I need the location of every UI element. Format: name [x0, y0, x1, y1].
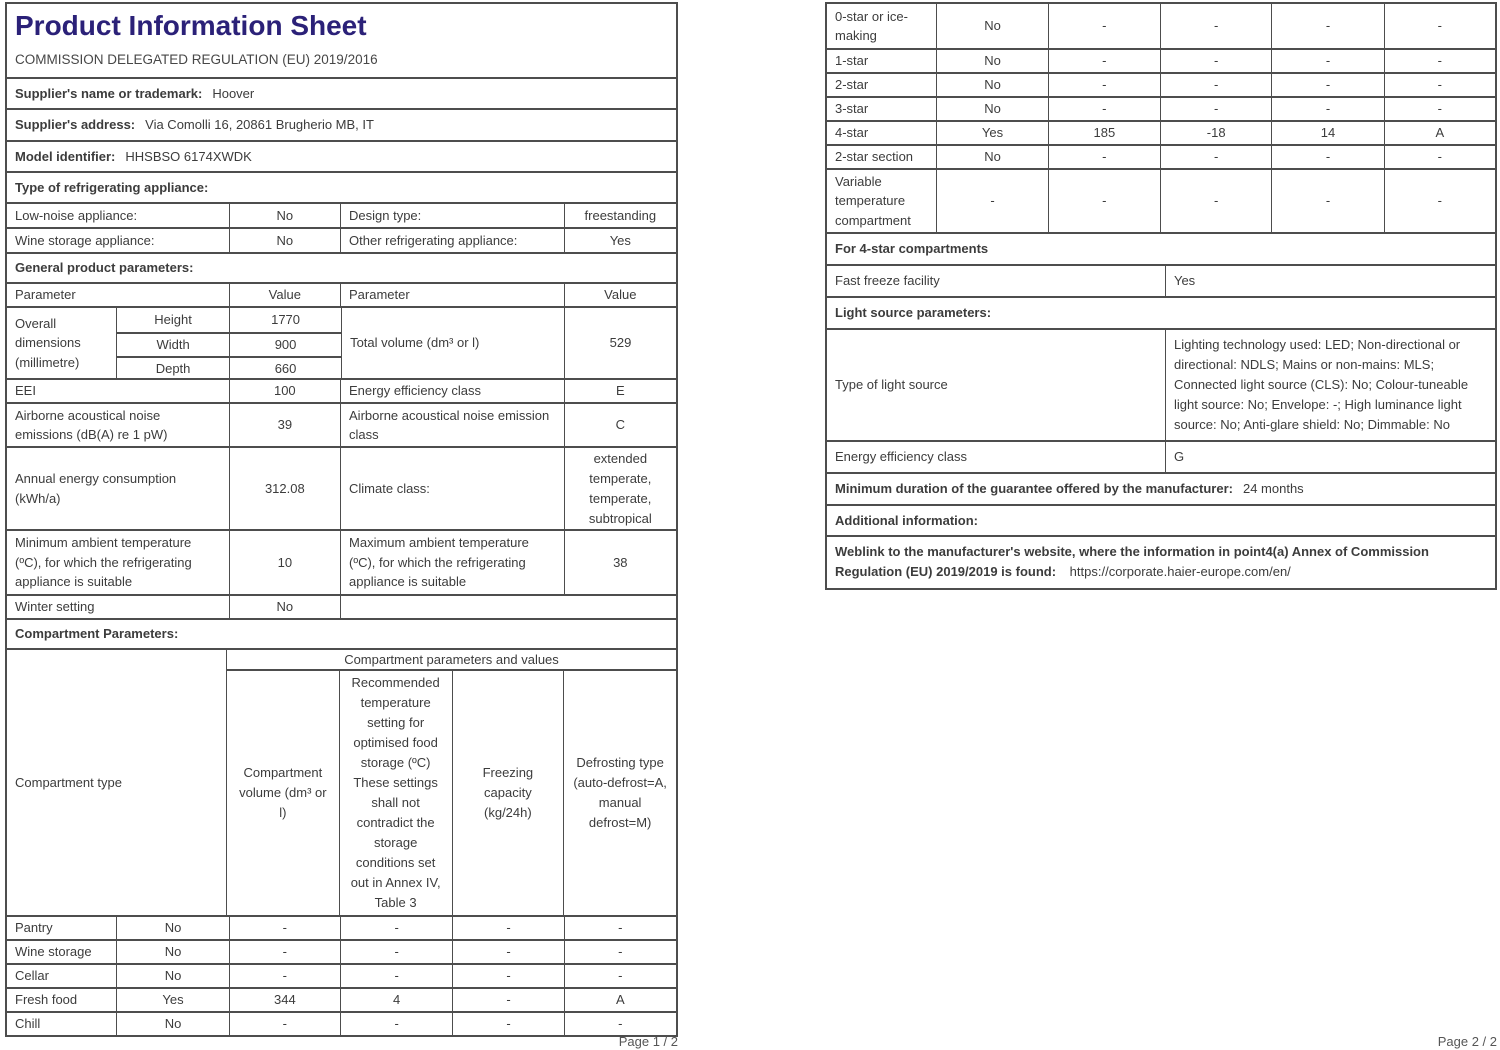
compartment-name-cell: 0-star or ice-making [835, 8, 908, 43]
temperature-cell: - [1160, 98, 1271, 120]
page-1 [5, 2, 678, 1037]
light-section-label: Light source parameters: [835, 305, 992, 321]
present-cell: No [936, 4, 1047, 48]
volume-cell: - [229, 941, 340, 963]
model-identifier-value: HHSBSO 6174XWDK [125, 148, 252, 164]
parameter-cell: Winter setting [15, 599, 95, 615]
total-volume-label: Total volume (dm³ or l) [341, 308, 564, 378]
freezing-cell: - [452, 989, 563, 1011]
parameter-cell: Low-noise appliance: [15, 207, 138, 223]
freezing-cell: - [452, 1013, 563, 1035]
present-cell: No [936, 74, 1047, 96]
guarantee-row [827, 472, 1495, 504]
volume-cell: - [229, 965, 340, 987]
supplier-name-label: Supplier's name or trademark: [15, 85, 203, 101]
freezing-header: Freezing capacity (kg/24h) [452, 671, 564, 915]
compartment-name-cell: Pantry [15, 920, 53, 936]
page-title: Product Information Sheet [15, 10, 367, 41]
type-section-header [7, 171, 676, 202]
value-cell: C [564, 404, 676, 446]
temperature-cell: - [1160, 50, 1271, 72]
freezing-cell: - [452, 917, 563, 939]
defrost-cell: - [1384, 4, 1495, 48]
width-row [117, 332, 341, 356]
star-row-0star [827, 4, 1495, 48]
temperature-cell: - [1160, 74, 1271, 96]
freezing-cell: - [452, 941, 563, 963]
defrost-cell: A [564, 989, 676, 1011]
defrost-header: Defrosting type (auto-defrost=A, manual defrost=M) [563, 671, 676, 915]
depth-row [117, 356, 341, 380]
value-cell: 39 [229, 404, 340, 446]
value-cell: 38 [564, 531, 676, 594]
group-header: Compartment parameters and values [344, 651, 559, 667]
value-cell: 312.08 [229, 448, 340, 529]
compartment-row-chill [7, 1011, 676, 1035]
dimension-name-cell: Depth [155, 360, 191, 376]
climate-class-value: extended temperate, temperate, subtropical [564, 448, 676, 529]
star-row-4star [827, 120, 1495, 144]
present-cell: No [936, 50, 1047, 72]
defrost-cell: - [1384, 170, 1495, 232]
star-row-variable-temperature [827, 168, 1495, 232]
supplier-name-row [7, 77, 676, 108]
value-cell: 10 [229, 531, 340, 594]
defrost-cell: - [1384, 146, 1495, 168]
present-cell: No [116, 1013, 228, 1035]
model-identifier-label: Model identifier: [15, 148, 116, 164]
temperature-cell: - [340, 965, 452, 987]
defrost-cell: - [1384, 74, 1495, 96]
noise-row [7, 402, 676, 446]
parameter-cell: EEI [15, 383, 36, 399]
volume-cell: 185 [1048, 122, 1160, 144]
ambient-temperature-row [7, 529, 676, 594]
dimension-value-cell: 900 [229, 334, 341, 356]
dimension-value-cell: 1770 [229, 308, 341, 332]
fast-freeze-row [827, 264, 1495, 296]
freezing-cell: - [1271, 98, 1383, 120]
compartment-name-cell: 2-star [835, 77, 869, 93]
compartment-row-wine-storage [7, 939, 676, 963]
compartment-subheaders [227, 669, 676, 915]
freezing-cell: - [1271, 50, 1383, 72]
supplier-address-value: Via Comolli 16, 20861 Brugherio MB, IT [145, 117, 374, 133]
value-cell: Yes [564, 229, 676, 252]
compartment-header-row [7, 648, 676, 915]
dimension-value-cell: 660 [229, 358, 341, 380]
value-cell: No [229, 204, 340, 227]
additional-info-header [827, 504, 1495, 535]
title-box [7, 4, 676, 77]
defrost-cell: - [564, 941, 676, 963]
value-cell: E [564, 380, 676, 402]
parameter-cell: Climate class: [340, 448, 564, 529]
general-section-header [7, 252, 676, 282]
regulation-subtitle: COMMISSION DELEGATED REGULATION (EU) 2019/2016 [15, 51, 378, 67]
defrost-cell: - [1384, 98, 1495, 120]
light-type-label: Type of light source [835, 377, 948, 393]
compartment-row-pantry [7, 915, 676, 939]
defrost-cell: - [1384, 50, 1495, 72]
star-row-2star [827, 72, 1495, 96]
low-noise-row [7, 202, 676, 227]
winter-setting-row [7, 594, 676, 618]
temperature-cell: - [340, 917, 452, 939]
parameter-cell: Design type: [340, 204, 564, 227]
overall-dimensions-label: Overall dimensions (millimetre) [15, 315, 81, 370]
parameter-cell: Annual energy consumption (kWh/a) [15, 471, 177, 506]
parameter-cell: Wine storage appliance: [15, 232, 155, 248]
volume-cell: - [1048, 146, 1160, 168]
volume-cell: - [1048, 98, 1160, 120]
value-cell: 100 [229, 380, 340, 402]
four-star-section-label: For 4-star compartments [835, 241, 989, 257]
column-header: Value [564, 284, 676, 306]
freezing-cell: - [452, 965, 563, 987]
freezing-cell: - [1271, 170, 1383, 232]
star-row-2star-section [827, 144, 1495, 168]
temperature-cell: - [1160, 146, 1271, 168]
compartment-name-cell: 3-star [835, 101, 869, 117]
compartment-type-header: Compartment type [15, 774, 122, 790]
total-volume-value: 529 [564, 308, 676, 378]
value-cell: No [229, 229, 340, 252]
compartment-name-cell: Wine storage [15, 944, 92, 960]
volume-cell: - [1048, 4, 1160, 48]
type-section-label: Type of refrigerating appliance: [15, 179, 209, 195]
page1-footer: Page 1 / 2 [618, 1034, 678, 1049]
present-cell: - [936, 170, 1047, 232]
additional-info-label: Additional information: [835, 512, 978, 528]
page2-footer: Page 2 / 2 [1437, 1034, 1497, 1049]
defrost-cell: - [564, 965, 676, 987]
supplier-name-value: Hoover [212, 85, 255, 101]
volume-cell: - [1048, 50, 1160, 72]
present-cell: No [936, 146, 1047, 168]
compartment-params-header-group [226, 650, 676, 915]
value-cell: freestanding [564, 204, 676, 227]
parameter-cell: Maximum ambient temperature (ºC), for which the refrigerating appliance is suitable [340, 531, 564, 594]
guarantee-value: 24 months [1242, 481, 1304, 497]
supplier-address-row [7, 108, 676, 140]
defrost-cell: A [1384, 122, 1495, 144]
freezing-cell: 14 [1271, 122, 1383, 144]
light-type-row [827, 328, 1495, 440]
defrost-cell: - [564, 917, 676, 939]
compartment-section-header [7, 618, 676, 648]
freezing-cell: - [1271, 146, 1383, 168]
energy-consumption-row [7, 446, 676, 529]
height-row [117, 308, 341, 332]
page-2 [825, 2, 1497, 590]
compartment-name-cell: Chill [15, 1016, 41, 1032]
volume-header: Compartment volume (dm³ or l) [239, 765, 327, 820]
compartment-name-cell: 4-star [835, 125, 869, 141]
column-header: Parameter [15, 287, 76, 303]
compartment-section-label: Compartment Parameters: [15, 626, 179, 642]
light-type-value: Lighting technology used: LED; Non-directional or directional: NDLS; Mains or non-mains: MLS; Connected light source (CLS): No; Colour-tuneable light source: No; Envelope: -; High luminance light source: No; Anti-glare shield: No; Dimmable: No [1165, 330, 1495, 440]
general-section-label: General product parameters: [15, 260, 194, 276]
parameter-cell: Fast freeze facility [835, 273, 940, 289]
present-cell: Yes [116, 989, 228, 1011]
temperature-cell: - [340, 1013, 452, 1035]
guarantee-label: Minimum duration of the guarantee offered by the manufacturer: [835, 481, 1233, 497]
dimensions-row [7, 306, 676, 378]
compartment-name-cell: 2-star section [835, 149, 914, 165]
parameter-cell: Airborne acoustical noise emissions (dB(A) re 1 pW) [15, 407, 168, 442]
weblink-label: Weblink to the manufacturer's website, where the information in point4(a) Annex of Commission Regulation (EU) 2019/2019 is found: [835, 544, 1429, 579]
volume-cell: - [229, 1013, 340, 1035]
compartment-name-cell: Fresh food [15, 992, 78, 1008]
value-cell: G [1165, 442, 1495, 472]
present-cell: No [116, 941, 228, 963]
eei-row [7, 378, 676, 402]
model-identifier-row [7, 140, 676, 171]
empty-cell [340, 596, 676, 618]
compartment-name-cell: 1-star [835, 53, 869, 69]
compartment-row-cellar [7, 963, 676, 987]
supplier-address-label: Supplier's address: [15, 117, 136, 133]
present-cell: No [936, 98, 1047, 120]
compartment-name-cell: Cellar [15, 968, 49, 984]
column-header: Value [229, 284, 340, 306]
present-cell: Yes [936, 122, 1047, 144]
dimension-name-cell: Height [154, 312, 192, 327]
volume-cell: - [1048, 170, 1160, 232]
column-header: Parameter [340, 284, 564, 306]
temperature-header: Recommended temperature setting for optimised food storage (ºC) These settings shall not contradict the storage conditions set out in Annex IV, Table 3 [339, 671, 452, 915]
parameter-cell: Energy efficiency class [835, 449, 967, 465]
weblink-row [827, 535, 1495, 588]
four-star-section-header [827, 232, 1495, 264]
freezing-cell: - [1271, 74, 1383, 96]
parameter-cell: Other refrigerating appliance: [340, 229, 564, 252]
dimensions-sub-table [116, 308, 341, 378]
parameter-cell: Minimum ambient temperature (ºC), for which the refrigerating appliance is suitable [15, 535, 192, 590]
volume-cell: 344 [229, 989, 340, 1011]
star-row-3star [827, 96, 1495, 120]
energy-class-row [827, 440, 1495, 472]
freezing-cell: - [1271, 4, 1383, 48]
volume-cell: - [229, 917, 340, 939]
temperature-cell: 4 [340, 989, 452, 1011]
parameter-header-row [7, 282, 676, 306]
temperature-cell: - [1160, 170, 1271, 232]
temperature-cell: - [1160, 4, 1271, 48]
parameter-cell: Airborne acoustical noise emission class [340, 404, 564, 446]
wine-storage-appliance-row [7, 227, 676, 252]
dimension-name-cell: Width [156, 336, 190, 352]
value-cell: No [229, 596, 340, 618]
defrost-cell: - [564, 1013, 676, 1035]
volume-cell: - [1048, 74, 1160, 96]
temperature-cell: -18 [1160, 122, 1271, 144]
light-section-header [827, 296, 1495, 328]
value-cell: Yes [1165, 266, 1495, 296]
parameter-cell: Energy efficiency class [340, 380, 564, 402]
compartment-name-cell: Variable temperature compartment [835, 173, 911, 228]
temperature-cell: - [340, 941, 452, 963]
star-row-1star [827, 48, 1495, 72]
present-cell: No [116, 917, 228, 939]
weblink-url: https://corporate.haier-europe.com/en/ [1069, 564, 1291, 579]
present-cell: No [116, 965, 228, 987]
compartment-row-fresh-food [7, 987, 676, 1011]
